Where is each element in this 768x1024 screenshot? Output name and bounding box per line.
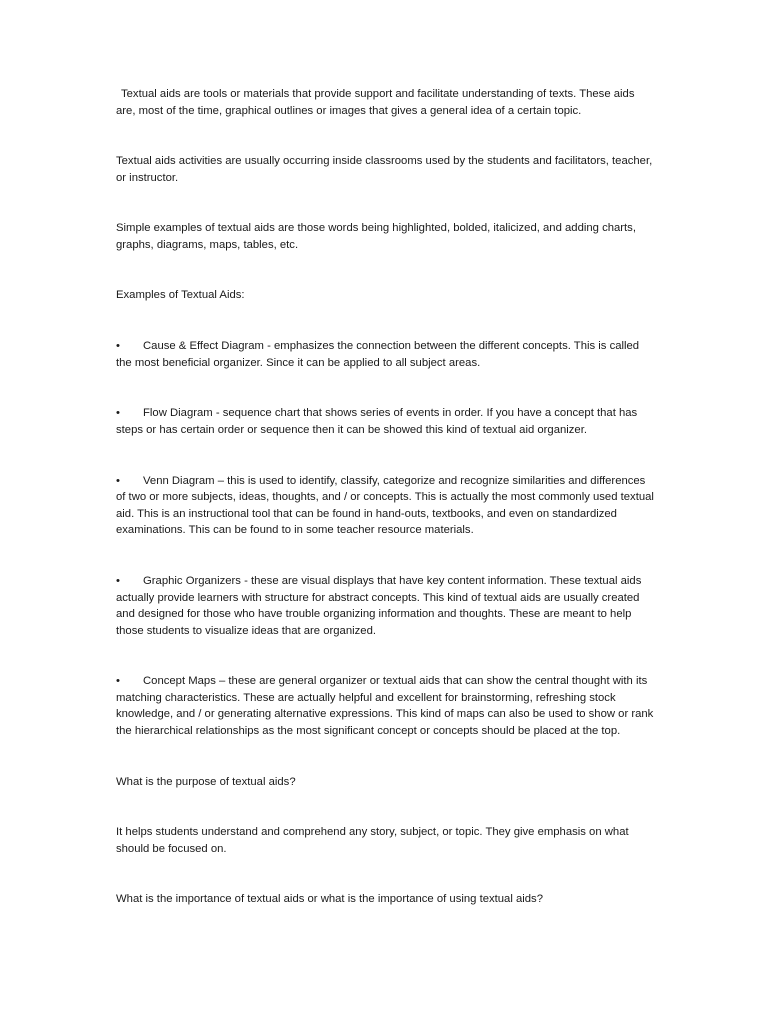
bullet-item-graphic-organizers: [116, 573, 656, 639]
intro-paragraph: Textual aids are tools or materials that provide support and facilitate understanding of texts. These aids are, most of the time, graphical outlines or images that gives a general idea of a certain topic.: [116, 88, 635, 117]
activities-paragraph: Textual aids activities are usually occurring inside classrooms used by the students and facilitators, teacher, or instructor.: [116, 155, 653, 184]
document-body: [116, 86, 656, 908]
examples-heading: Examples of Textual Aids:: [116, 288, 245, 301]
bullet-item-flow-diagram: [116, 405, 656, 438]
bullet-item-venn-diagram: [116, 473, 656, 539]
purpose-question: What is the purpose of textual aids?: [116, 775, 296, 788]
bullet-text: Flow Diagram - sequence chart that shows series of events in order. If you have a concept that has steps or has certain order or sequence then it can be showed this kind of textual aid organizer.: [116, 407, 638, 436]
purpose-answer: It helps students understand and comprehend any story, subject, or topic. They give emphasis on what should be focused on.: [116, 826, 629, 855]
bullet-text: Venn Diagram – this is used to identify, classify, categorize and recognize similarities and differences of two or more subjects, ideas, thoughts, and / or concepts. This is actually the most commonly used textual aid. This is an instructional tool that can be found in hand-outs, textbooks, and even on standardized examinations. This can be found to in some teacher resource materials.: [116, 474, 654, 537]
simple-examples-paragraph: Simple examples of textual aids are those words being highlighted, bolded, italicized, and adding charts, graphs, diagrams, maps, tables, etc.: [116, 222, 636, 251]
bullet-text: Graphic Organizers - these are visual displays that have key content information. These textual aids actually provide learners with structure for abstract concepts. This kind of textual aids are usually created and designed for those who have trouble organizing information and thoughts. These are meant to help those students to visualize ideas that are organized.: [116, 574, 642, 637]
bullet-glyph: •: [116, 407, 120, 420]
importance-question: What is the importance of textual aids or what is the importance of using textual aids?: [116, 893, 543, 906]
bullet-item-cause-effect: [116, 338, 656, 371]
bullet-item-concept-maps: [116, 673, 656, 739]
bullet-text: Cause & Effect Diagram - emphasizes the connection between the different concepts. This is called the most beneficial organizer. Since it can be applied to all subject areas.: [116, 340, 640, 369]
bullet-glyph: •: [116, 675, 120, 688]
bullet-glyph: •: [116, 340, 120, 353]
bullet-text: Concept Maps – these are general organizer or textual aids that can show the central thought with its matching characteristics. These are actually helpful and excellent for brainstorming, refreshing stock knowledge, and / or generating alternative expressions. This kind of maps can also be used to show or rank the hierarchical relationships as the most significant concept or concepts should be placed at the top.: [116, 675, 654, 738]
bullet-glyph: •: [116, 474, 120, 487]
bullet-glyph: •: [116, 574, 120, 587]
